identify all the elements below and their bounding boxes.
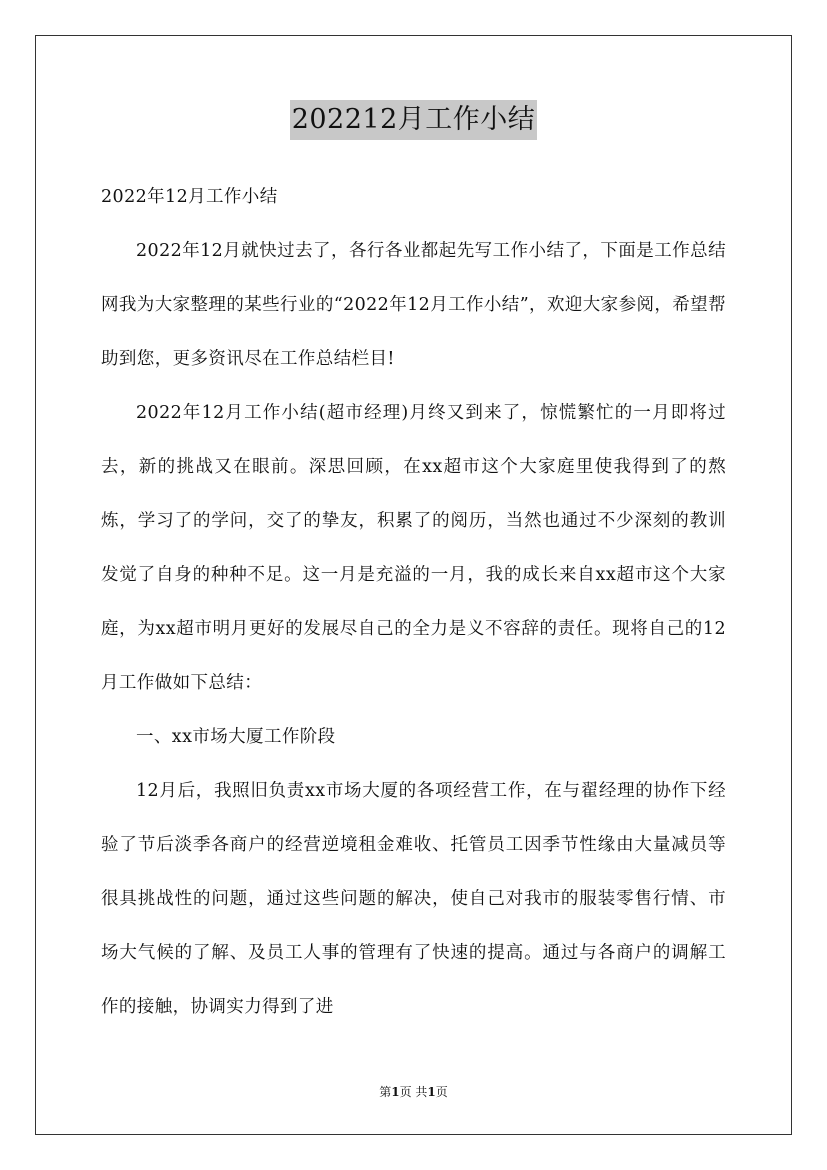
section-paragraph: 12月后，我照旧负责xx市场大厦的各项经营工作，在与翟经理的协作下经验了节后淡季各商户的经营逆境租金难收、托管员工因季节性缘由大量减员等很具挑战性的问题，通过这些问题的解决，使自己对我市的服装零售行情、市场大气候的了解、及员工人事的管理有了快速的提高。通过与各商户的调解工作的接触，协调实力得到了进 [101, 781, 726, 1017]
intro-paragraph: 2022年12月就快过去了，各行各业都起先写工作小结了，下面是工作总结网我为大家整理的某些行业的“2022年12月工作小结”，欢迎大家参阅，希望帮助到您，更多资讯尽在工作总结栏目! [101, 241, 726, 369]
footer-total-pages: 1 [427, 1085, 436, 1099]
title-container [0, 100, 827, 140]
document-body [101, 170, 726, 1034]
section-heading: 一、xx市场大厦工作阶段 [136, 727, 336, 747]
subtitle-paragraph: 2022年12月工作小结 [101, 187, 278, 207]
page-footer [0, 1083, 827, 1101]
summary-paragraph: 2022年12月工作小结(超市经理)月终又到来了，惊慌繁忙的一月即将过去，新的挑战又在眼前。深思回顾，在xx超市这个大家庭里使我得到了的熬炼，学习了的学问，交了的挚友，积累了的阅历，当然也通过不少深刻的教训发觉了自身的种种不足。这一月是充溢的一月，我的成长来自xx超市这个大家庭，为xx超市明月更好的发展尽自己的全力是义不容辞的责任。现将自己的12月工作做如下总结： [101, 403, 726, 693]
footer-suffix: 页 [435, 1085, 448, 1099]
footer-current-page: 1 [391, 1085, 400, 1099]
footer-middle: 页 共 [399, 1085, 428, 1099]
document-title: 202212月工作小结 [290, 100, 538, 140]
footer-prefix: 第 [379, 1085, 392, 1099]
